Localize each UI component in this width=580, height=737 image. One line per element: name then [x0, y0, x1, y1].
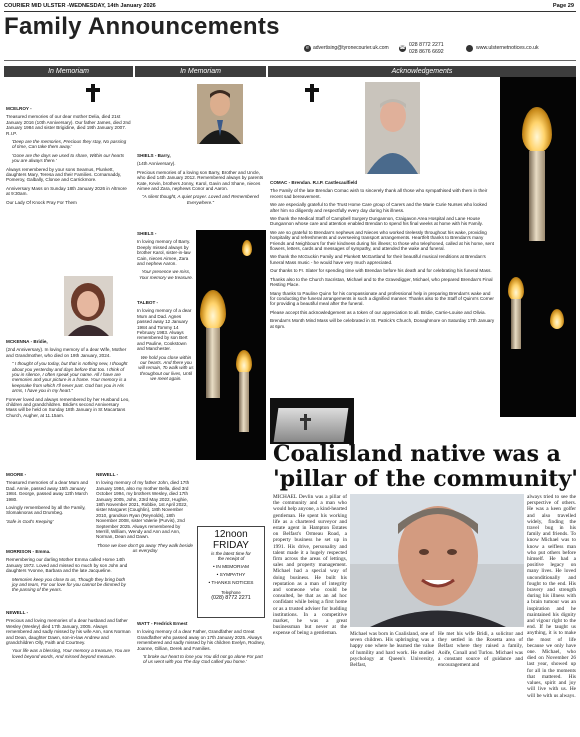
notice-text: The Family of the late Brendan Comac wish to sincerely thank all those who sympathised with them in their recent sad bereavement. [270, 188, 488, 199]
ad-item: • THANKS NOTICES [208, 581, 254, 586]
notice-name: MCELROY - [6, 106, 32, 111]
notice-shiels-1 [137, 153, 264, 208]
notice-text: Thanks also to the Church Sacristan, Michael and to the Gravedigger, Michael, who prepared Brendan's Final Resting Place. [270, 276, 493, 288]
notice-shiels-2 [137, 231, 195, 283]
contact-phone-1[interactable]: 028 8772 2271 [409, 42, 444, 48]
ad-tel[interactable]: (028) 8772 2271 [211, 595, 251, 601]
notice-newell-2 [96, 472, 194, 557]
notice-verse: We hold you close within our hearts. And there you will remain, To walk with us throughout our lives, Until we meet again. [138, 354, 194, 382]
ad-item: • IN MEMORIAM [212, 565, 250, 570]
header-rule [4, 11, 576, 12]
notice-text: Brendan's Month Mind Mass will be celebrated in St. Patrick's Church, Donaghmore on Saturday 17th January at 6pm. [270, 318, 495, 329]
band-acknowledgements: Acknowledgements [268, 66, 576, 77]
notice-text: Remembering our darling Mother Emma called Home 14th January 1972. Loved and missed so much by son John and daughters Yvonne, Barbara and the late Jacqueline. [6, 557, 128, 574]
notice-text: (2nd Anniversary). In loving memory of a dear Wife, Mother and Grandmother, who died on 19th January, 2024. [6, 347, 127, 358]
article-col-3: He met his wife Bridi, a solicitor and they settled in the Rosetta area of Belfast where they raised a family, Aoife, Conall and Turlou. Michael was a constant source of guidance and encouragement and [438, 631, 523, 669]
notice-text: Anniversary Mass on Sunday 18th January 2026 in Altmore at 9:30am. [6, 185, 127, 197]
notice-verse: Memories keep you close to us, Though they bring both joy and tears, For our love for you cannot be dimmed by the passing of the years. [12, 576, 126, 593]
notice-watt [137, 621, 267, 668]
notice-morrison [6, 549, 131, 596]
ad-tel-label: Telephone [221, 590, 241, 595]
band-in-memoriam-2: In Memoriam [135, 66, 266, 77]
photo-comac [365, 82, 420, 174]
ad-time: 12noon [214, 529, 248, 540]
web-icon [466, 45, 473, 52]
notice-text: Please accept this acknowledgement as a token of our appreciation to all. Bridie, Carrie-Louise and Olivia. [270, 309, 486, 315]
band-in-memoriam-1: In Memoriam [4, 66, 133, 77]
notice-name: MORRISON - Emma. [6, 549, 51, 554]
notice-comac [270, 180, 496, 332]
notice-text: Precious and loving memories of a dear husband and father Wesley (Wesley) died 17th January, 2005. Always remembered and sadly missed by his wife Ann, sons Norman and Dean, daughter Dawn, son-in-law Andrew and grandchildren Olly, Faith and Courtney. [6, 618, 131, 646]
notice-text: In loving memory of a dear Father, Grandfather and Great Grandfather who passed away on 17th January 2025. Always remembered and sadly missed by his children Evelyn, Rodney, Joanne, Gillian, Derek and Families. [137, 629, 265, 651]
notice-text: Lovingly remembered by all the Family, Slomaknoras and Drumbeg. [6, 505, 86, 516]
paper-masthead: COURIER MID ULSTER -WEDNESDAY, 14th January 2026 [4, 3, 156, 9]
headline-line-2: 'pillar of the community' [273, 466, 578, 492]
photo-mckenna [64, 276, 113, 336]
notice-text: We are especially grateful to the Trust Home Care group of Carers and the Marie Curie Nurses who looked after him so diligently and respectfully every day during his illness. [270, 202, 487, 213]
article-col-4: always tried to see the perspective of others. He was a keen golfer and also travelled widely, finding the travel bug in his family and friends. To know Michael was to know a selfless man who put others before himself. He had a positive legacy on many lives. He loved unconditionally and fought to the end. His bravery and strength during his illness with a brain tumour was an inspiration and he maintained his dignity and vigour right to the end. If he taught us anything, it is to make the most of life because we only have one. Michael, who died on November 26 last year, showed up for all in the moments that mattered. His values, spirit and joy will live with us. He will be with us always. [527, 494, 576, 699]
notice-text: Our thanks to Fr. Slater for spending time with Brendan before his death and for celebrating his funeral Mass. [270, 268, 492, 274]
notice-verse: 'Safe in God's Keeping' [6, 518, 54, 524]
ad-text: the receipt of [217, 556, 245, 561]
headline-line-1: Coalisland native was a [273, 441, 561, 467]
article-col-2: Michael was born in Coalisland, one of seven children. His upbringing was a happy one where he learned the value of humility and hard work. He studied psychology at Queen's University, Belfast, [350, 631, 434, 669]
photo-shiels [197, 84, 243, 144]
notice-verse: Your life was a blessing, Your memory a treasure, You are loved beyond words, And missed beyond measure. [12, 648, 131, 659]
notice-name: NEWELL - [6, 610, 29, 615]
candle-image [196, 230, 266, 460]
notice-text: We thank the Medical Staff of Campbell Surgery Dungannon, Craigavon Area Hospital and Lane House Dungannon whose care and attention enabled Brendan to spend his final weeks at home with his Family. [270, 216, 483, 227]
notice-name: MCKENNA - Bridie, [6, 339, 48, 344]
notice-text: Forever loved and always remembered by her Husband Leo, children and grandchildren. Bridie's second Anniversary Mass will be held on Sunday 18th January in St Macartans Church, Augher, at 11.15am. [6, 396, 130, 418]
notice-verse: " I thought of you today, but that is nothing new, I thought about you yesterday and days before that too. I think of you in silence, I often speak your name. All I have are memories and your picture in a frame. Your memory is a keepsake from which I'll never part. God has you in His arms, I have you in my heart." [12, 361, 128, 394]
notice-text: Treasured memories of a dear Mum and Dad. Annie, passed away 15th January 1984. George, passed away 12th March 1980. [6, 480, 89, 502]
contact-phone-2[interactable]: 028 8676 6692 [409, 49, 444, 55]
article-headline [273, 442, 578, 492]
notice-name: TALBOT - [137, 300, 159, 305]
notice-name: SHIELS - [137, 231, 157, 236]
notice-text: Many thanks to Pauline Quinn for his compassionate and professional help in preparing Brendan's wake and for conducting the funeral arrangements in such a dignified manner. Thanks also to the Staff of Quinn's Corner for providing a beautiful meal after the funeral. [270, 290, 494, 307]
page-number: Page 29 [552, 3, 574, 9]
deadline-ad [197, 526, 265, 618]
cross-icon [305, 84, 319, 102]
notice-mckenna [6, 339, 131, 421]
contact-website[interactable]: www.ulsternetnotices.co.uk [476, 45, 539, 51]
notice-text: In loving memory of my father John, died 17th January 1984, also my mother Bella, died 3rd October 1994, my brothers Wesley, died 17th January 2005, John, 23rd May 2022, Hughie, 18th November 2021, Robbie, 1st April 2022, sister Margaret (Coughlin), 18th November 2010, grandson Ryan (Reynolds), 18th November 2008, sister Valerie (Purvis), 2nd September 2025. Always remembered by Merrill, William, Wendy and Ann and Ann, Norman, Dean and Dawn. [96, 480, 190, 540]
notice-verse: Those we love don't go away They walk beside us everyday [97, 542, 193, 554]
portrait-woman-icon [64, 276, 113, 336]
notice-text: In loving memory of Barry. Deeply missed always by brother Karol, sister-in-law Cain, nieces Aimee, Zara and nephew Aaron. [137, 239, 191, 267]
notice-text: Always remembered by your sons Seamus, Plunkett, daughters Mary, Teresa and their Families. Cornamaddy, Pomeroy, Galbally, Clonoe and Carrickmore. [6, 166, 122, 183]
notice-text: Our Lady Of Knock Pray For Them [6, 199, 77, 205]
notice-text: We are so grateful to Brendan's nephews and Nieces who worked tirelessly throughout his wake, providing hospitality and refreshments and overseeing transport arrangements. Heartfelt thanks to Brendan's many Friends and Neighbours for their kindness during his illness; to those who telephoned, called at his home, sent flowers, letters, cards and messages of sympathy, and attended the wake and funeral. [270, 229, 494, 252]
notice-moore [6, 472, 93, 527]
candle-image [500, 77, 576, 417]
notice-mcelroy [6, 106, 131, 208]
ad-item: • SYMPATHY [216, 573, 246, 578]
notice-verse: "A silent thought, A quiet prayer. Loved and Remembered Everywhere." [142, 194, 259, 205]
page-title: Family Announcements [4, 13, 280, 40]
notice-verse: Your presence we miss, Your memory we treasure. [139, 269, 193, 280]
photo-devlin [350, 494, 524, 627]
notice-verse: 'Deep are the memories, Precious they stay, No passing of time, Can take them away.' [12, 139, 127, 150]
notice-text: (14th Anniversary). [137, 161, 176, 167]
article-col-1: MICHAEL Devlin was a pillar of the community and a man who would help anyone, a kind-hearted gentleman. He spent his working life as a chartered surveyor and estate agent in Hampton Estates on Belfast's Ormeau Road, a property business he set up in 1991. His drive, personality and talent made it a hugely respected firm across the areas of lettings, sales and property management. Michael had a special way of doing business. He built his reputation as a man of integrity and someone who could be consulted, be that as an ad hoc confidant while being a first home or as a trusted adviser for budding institutions. In a competitive market, he was a great businessman but never at the expense of being a gentleman. [273, 494, 347, 637]
notice-name: WATT - Fredrick Ernest [137, 621, 188, 626]
portrait-man-icon [365, 82, 420, 174]
notice-name: COMAC - Brendan. R.I.P. Castlecaulfield [270, 180, 358, 185]
notice-newell-1 [6, 610, 131, 662]
contact-email[interactable]: advertising@tyronecourier.uk.com [313, 45, 389, 51]
notice-talbot [137, 300, 195, 385]
phone-icon: ☎ [399, 45, 406, 51]
notice-verse: 'Gone are the days we used to share, Within our hearts you are always there.' [12, 152, 125, 164]
notice-name: MOORE - [6, 472, 27, 477]
notice-text: In loving memory of a dear Mum and Dad. Agnes passed away 12 January 1984 and Tommy 14 February 1983. Always remembered by son Bert and Pauline, Cookstown and Manchester. [137, 308, 192, 352]
notice-name: NEWELL - [96, 472, 119, 477]
notice-name: SHIELS - Barry, [137, 153, 171, 158]
ad-text: is the latest time for [211, 551, 251, 556]
book-image [270, 398, 354, 444]
portrait-man-icon [197, 84, 243, 144]
portrait-man-icon [350, 494, 524, 627]
title-rule [4, 60, 576, 61]
cross-icon [86, 84, 100, 102]
notice-text: Treasured memories of our dear mother Delia, died 21st January 2016 (10th Anniversary). Our father James, died 2nd January 1984 and sister Brigidine, died 19th January 2007. R.I.P. [6, 114, 131, 136]
notice-text: We thank the McGuckin Family and Plunkett McGartland for their beautiful musical renditions at Brendan's funeral Mass music - he would have very much appreciated. [270, 254, 486, 265]
ad-day: FRIDAY [213, 540, 249, 551]
email-icon: e [304, 45, 311, 52]
notice-text: Precious memories of a loving son Barry, Brother and Uncle, who died 14th January 2012. Remembered always by parents Kate, Kevin, brothers Jonny, Karol, Gavin and Shane, nieces Aimee and Zara, nephews Conor and Aaron. [137, 169, 264, 192]
notice-verse: 'It broke our heart to lose you You did not go alone For part of us went with you The day God called you home.' [143, 654, 263, 665]
